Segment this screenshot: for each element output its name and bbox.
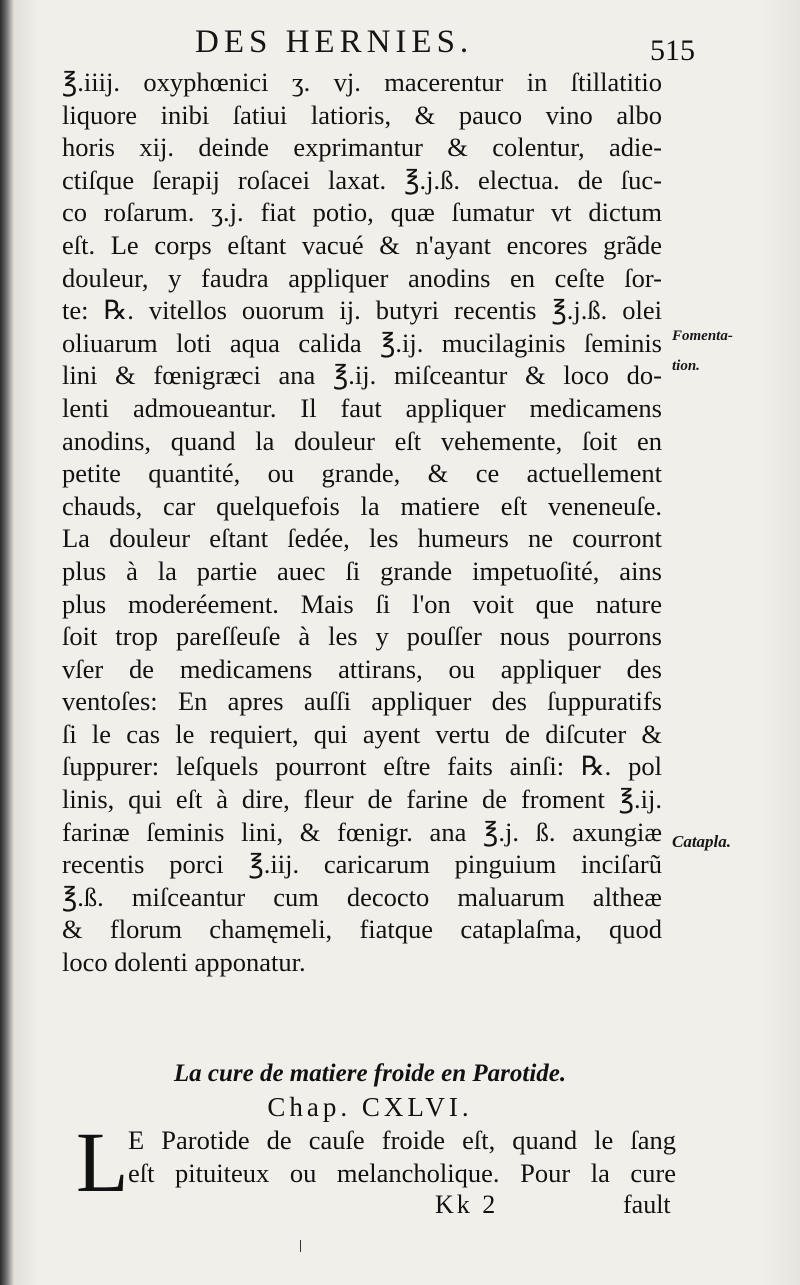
margin-note-fomentation: Fomenta- <box>672 328 733 344</box>
text-line: anodins, quand la douleur eſt vehemente, ſoit en <box>62 425 662 456</box>
text-line: petite quantité, ou grande, & ce actuellement <box>62 458 662 489</box>
text-line: lenti admoueantur. Il faut appliquer medicamens <box>62 392 662 423</box>
margin-note-cataplasme: Catapla. <box>672 832 732 851</box>
text-line: E Parotide de cauſe froide eſt, quand le ſang <box>128 1125 676 1155</box>
text-line: loco dolenti apponatur. <box>62 947 306 978</box>
text-line: ſoit trop pareſſeuſe à les y pouſſer nous pourrons <box>62 621 662 652</box>
text-line: farinæ ſeminis lini, & fœnigr. ana ℥.j. ß. axungiæ <box>62 816 662 847</box>
text-line: recentis porci ℥.iij. caricarum pinguium inciſarũ <box>62 849 662 880</box>
text-line: co roſarum. ʒ.j. fiat potio, quæ ſumatur vt dictum <box>62 197 662 228</box>
text-line: eſt pituiteux ou melancholique. Pour la cure <box>128 1157 676 1188</box>
chapter-heading: Chap. CXLVI. <box>267 1092 473 1122</box>
text-line: ℥.ß. miſceantur cum decocto maluarum altheæ <box>62 881 662 912</box>
signature-mark: Kk 2 <box>435 1190 499 1219</box>
drop-cap: L <box>76 1114 129 1210</box>
text-line: & florum chamęmeli, fiatque cataplaſma, quod <box>62 914 662 945</box>
text-line: chauds, car quelquefois la matiere eſt veneneuſe. <box>62 490 662 521</box>
margin-note-fomentation-cont: tion. <box>672 358 700 374</box>
running-title: DES HERNIES. <box>195 24 474 60</box>
catchword: fault <box>623 1190 671 1219</box>
chapter-opening-text <box>128 1124 676 1189</box>
page-header <box>0 18 800 67</box>
text-line: plus à la partie auec ſi grande impetuoſité, ains <box>62 555 662 586</box>
text-line: ſi le cas le requiert, qui ayent vertu de diſcuter & <box>62 718 662 749</box>
text-line: lini & fœnigræci ana ℥.ij. miſceantur & loco do- <box>62 360 662 391</box>
text-line: horis xij. deinde exprimantur & colentur, adie- <box>62 132 662 163</box>
text-line: te: ℞. vitellos ouorum ij. butyri recentis ℥.j.ß. olei <box>62 295 662 326</box>
text-line: La douleur eſtant ſedée, les humeurs ne courront <box>62 523 662 554</box>
text-line: liquore inibi ſatiui latioris, & pauco vino albo <box>62 99 662 130</box>
text-line: ſuppurer: leſquels pourront eſtre faits ainſi: ℞. pol <box>62 751 662 782</box>
print-mark <box>300 1240 301 1252</box>
text-line: ℥.iiij. oxyphœnici ʒ. vj. macerentur in ſtillatitio <box>62 67 662 97</box>
text-line: douleur, y faudra appliquer anodins en ceſte ſor- <box>62 262 662 293</box>
text-line: vſer de medicamens attirans, ou appliquer des <box>62 653 662 684</box>
section-title: La cure de matiere froide en Parotide. <box>173 1060 567 1087</box>
page-number: 515 <box>650 34 695 67</box>
text-line: ctiſque ſerapij roſacei laxat. ℥.j.ß. electua. de ſuc- <box>62 164 662 195</box>
text-line: oliuarum loti aqua calida ℥.ij. mucilaginis ſeminis <box>62 327 662 358</box>
text-line: plus moderéement. Mais ſi l'on voit que nature <box>62 588 662 619</box>
main-text-block <box>62 66 662 979</box>
text-line: eſt. Le corps eſtant vacué & n'ayant encores grãde <box>62 229 662 260</box>
text-line: ventoſes: En apres auſſi appliquer des ſuppuratifs <box>62 686 662 717</box>
text-line: linis, qui eſt à dire, fleur de farine de froment ℥.ij. <box>62 784 662 815</box>
